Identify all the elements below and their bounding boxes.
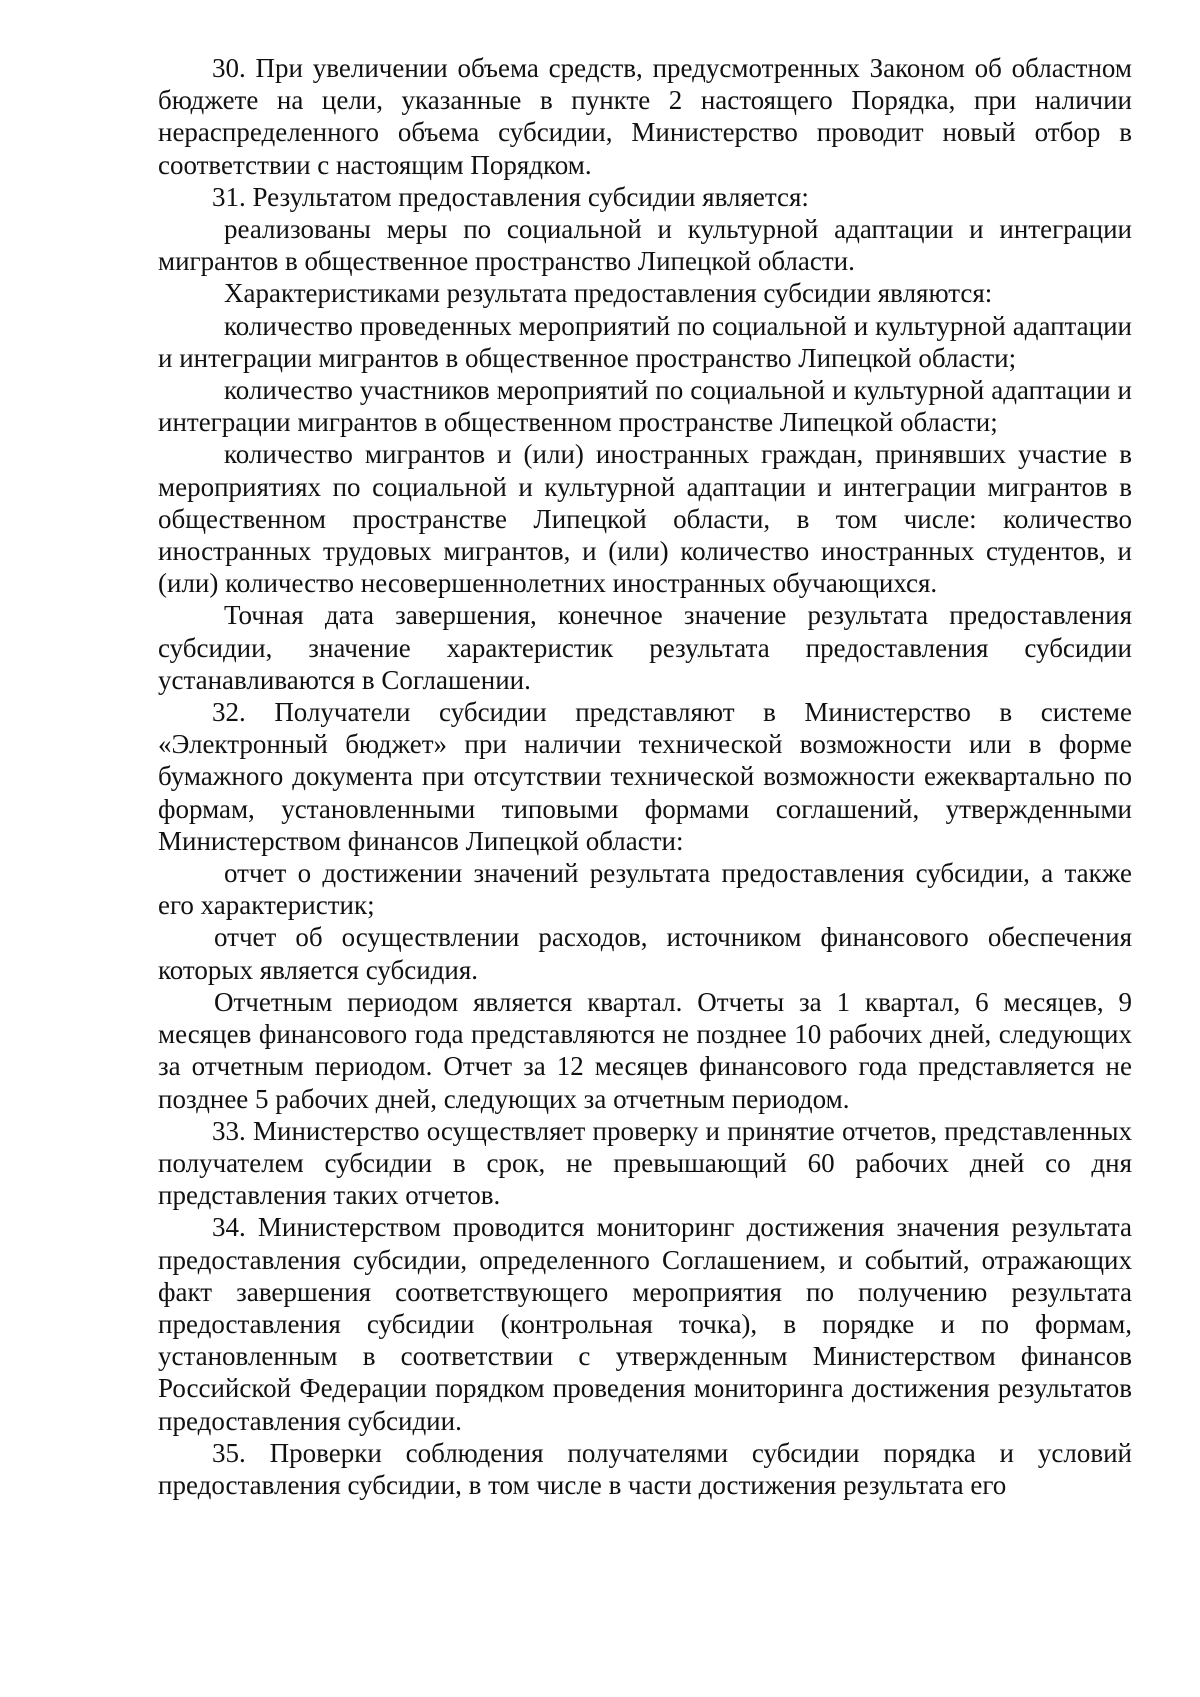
paragraph-30: 30. При увеличении объема средств, предусмотренных Законом об областном бюджете на цели, указанные в пункте 2 настоящего Порядка, при наличии нераспределенного объема субсидии, Министерство проводит новый отбор в соответствии с настоящим Порядком. [158, 53, 1132, 180]
paragraph-32-reporting-period: Отчетным периодом является квартал. Отчеты за 1 квартал, 6 месяцев, 9 месяцев финансового года представляются не позднее 10 рабочих дней, следующих за отчетным периодом. Отчет за 12 месяцев финансового года представляется не позднее 5 рабочих дней, следующих за отчетным периодом. [158, 986, 1132, 1114]
paragraph-32-report-1: отчет о достижении значений результата предоставления субсидии, а также его характеристик; [158, 858, 1132, 921]
paragraph-31: 31. Результатом предоставления субсидии является: [212, 181, 809, 212]
paragraph-32: 32. Получатели субсидии представляют в Министерство в системе «Электронный бюджет» при наличии технической возможности или в форме бумажного документа при отсутствии технической возможности ежеквартально по формам, установленными типовыми формами соглашений, утвержденными Министерством финансов Липецкой области: [158, 697, 1132, 856]
paragraph-33: 33. Министерство осуществляет проверку и принятие отчетов, представленных получателем субсидии в срок, не превышающий 60 рабочих дней со дня представления таких отчетов. [158, 1115, 1132, 1211]
paragraph-31-characteristics-heading: Характеристиками результата предоставления субсидии являются: [224, 278, 993, 309]
document-page [158, 52, 1132, 1501]
paragraph-31-characteristic-2: количество участников мероприятий по социальной и культурной адаптации и интеграции мигрантов в общественном пространстве Липецкой области; [158, 375, 1132, 438]
paragraph-31-result: реализованы меры по социальной и культурной адаптации и интеграции мигрантов в общественное пространство Липецкой области. [158, 214, 1132, 277]
paragraph-34: 34. Министерством проводится мониторинг достижения значения результата предоставления субсидии, определенного Соглашением, и событий, отражающих факт завершения соответствующего мероприятия по получению результата предоставления субсидии (контрольная точка), в порядке и по формам, установленным в соответствии с утвержденным Министерством финансов Российской Федерации порядком проведения мониторинга достижения результатов предоставления субсидии. [158, 1212, 1132, 1436]
paragraph-31-completion: Точная дата завершения, конечное значение результата предоставления субсидии, значение характеристик результата предоставления субсидии устанавливаются в Соглашении. [158, 600, 1132, 695]
paragraph-31-characteristic-3: количество мигрантов и (или) иностранных граждан, принявших участие в мероприятиях по социальной и культурной адаптации и интеграции мигрантов в общественном пространстве Липецкой области, в том числе: количество иностранных трудовых мигрантов, и (или) количество иностранных студентов, и (или) количество несовершеннолетних иностранных обучающихся. [158, 439, 1132, 599]
paragraph-35: 35. Проверки соблюдения получателями субсидии порядка и условий предоставления субсидии, в том числе в части достижения результата его [158, 1437, 1132, 1500]
paragraph-31-characteristic-1: количество проведенных мероприятий по социальной и культурной адаптации и интеграции мигрантов в общественное пространство Липецкой области; [158, 310, 1132, 373]
paragraph-32-report-2: отчет об осуществлении расходов, источником финансового обеспечения которых является субсидия. [158, 922, 1132, 985]
